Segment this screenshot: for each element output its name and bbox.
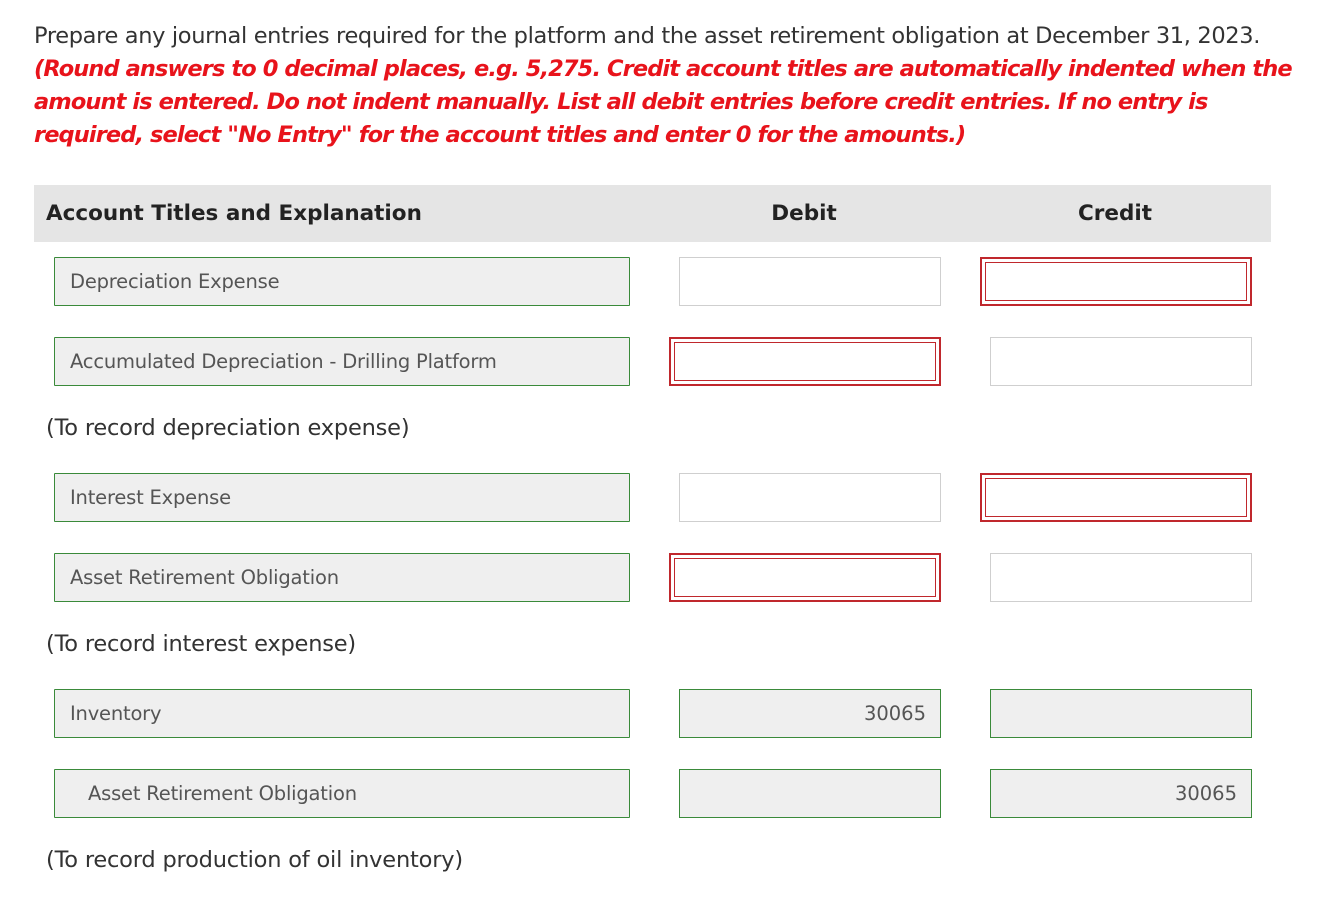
debit-input-incorrect[interactable] [669, 553, 941, 602]
account-title-select[interactable]: Inventory [54, 689, 630, 738]
debit-input-correct[interactable]: 30065 [679, 689, 941, 738]
account-column-header: Account Titles and Explanation [46, 201, 422, 226]
credit-column-header: Credit [1077, 201, 1152, 226]
debit-input-incorrect[interactable] [669, 337, 941, 386]
instructions [34, 20, 1309, 152]
account-title-select[interactable]: Asset Retirement Obligation [54, 769, 630, 818]
debit-column-header: Debit [771, 201, 837, 226]
instructions-lead: Prepare any journal entries required for the platform and the asset retirement obligation at December 31, 2023. [34, 23, 1261, 49]
debit-input[interactable] [679, 473, 941, 522]
entry-explanation: (To record production of oil inventory) [46, 847, 463, 873]
credit-input[interactable] [990, 337, 1252, 386]
credit-input-incorrect[interactable] [980, 257, 1252, 306]
account-title-select[interactable]: Depreciation Expense [54, 257, 630, 306]
debit-input-correct[interactable] [679, 769, 941, 818]
table-header [34, 185, 1271, 242]
account-title-select[interactable]: Asset Retirement Obligation [54, 553, 630, 602]
credit-input-correct[interactable] [990, 689, 1252, 738]
credit-input-correct[interactable]: 30065 [990, 769, 1252, 818]
instructions-note: (Round answers to 0 decimal places, e.g. 5,275. Credit account titles are automatically indented when the amount is entered. Do not indent manually. List all debit entries before credit entries. If no entry is required, select "No Entry" for the account titles and enter 0 for the amounts.) [34, 56, 1292, 148]
debit-input[interactable] [679, 257, 941, 306]
credit-input-incorrect[interactable] [980, 473, 1252, 522]
credit-input[interactable] [990, 553, 1252, 602]
entry-explanation: (To record interest expense) [46, 631, 357, 657]
entry-explanation: (To record depreciation expense) [46, 415, 410, 441]
account-title-select[interactable]: Interest Expense [54, 473, 630, 522]
account-title-select[interactable]: Accumulated Depreciation - Drilling Platform [54, 337, 630, 386]
